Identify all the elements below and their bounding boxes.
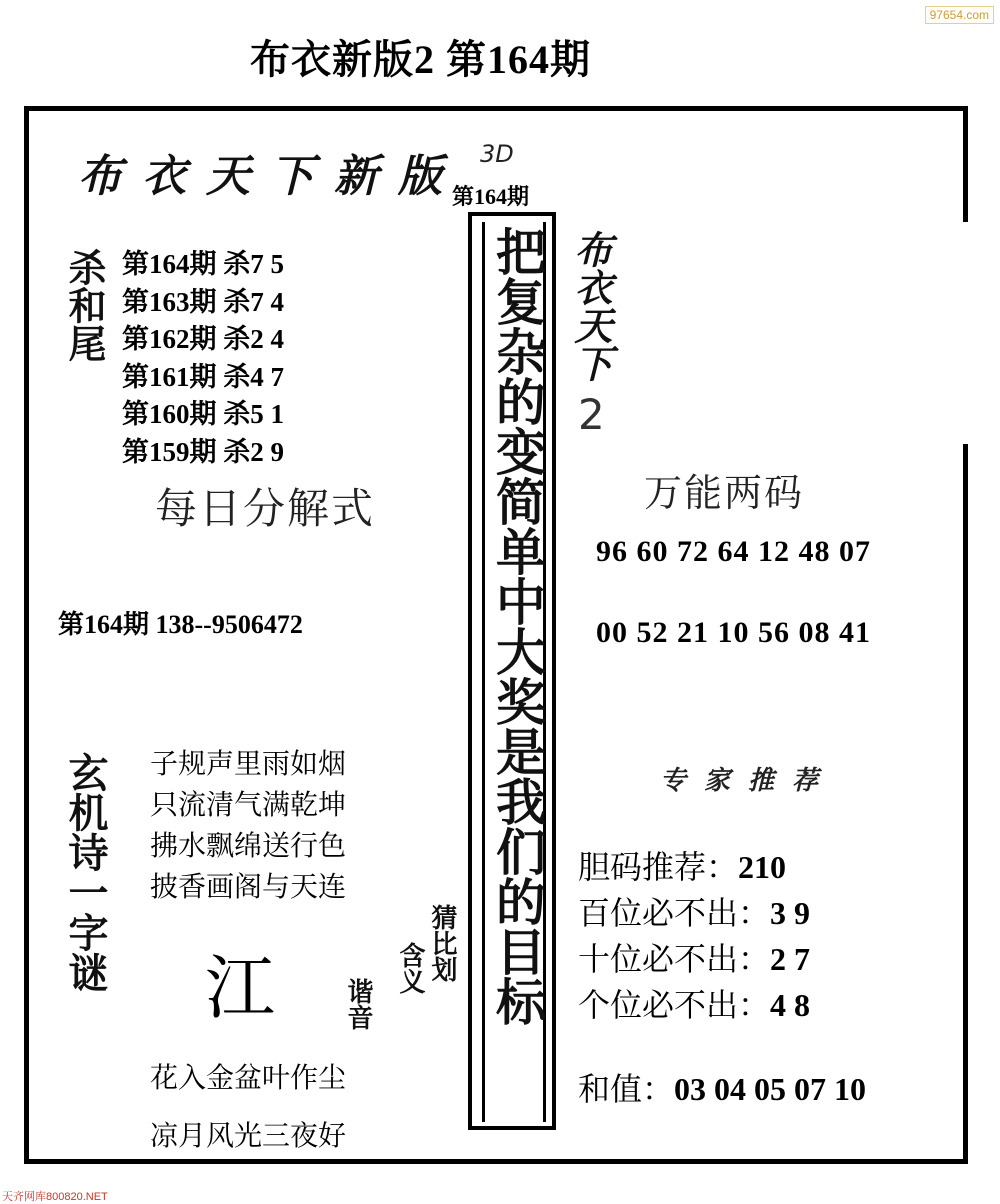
riddle-answer: 江 — [205, 947, 275, 1029]
poem-line: 披香画阁与天连 — [150, 870, 347, 903]
tag-3d: 3D — [480, 140, 514, 168]
poem-line-5: 花入金盆叶作尘 — [150, 1061, 347, 1094]
center-slogan: 把复杂的变简单中大奖是我们的目标 — [488, 226, 547, 1026]
hint-meaning: 含义 — [395, 942, 425, 994]
dan-row — [578, 842, 786, 888]
he-row — [578, 1064, 866, 1110]
riddle-label: 玄机诗一字谜 — [62, 752, 109, 992]
page-title: 布衣新版2 第164期 — [250, 37, 591, 82]
kill-sum-list — [122, 246, 284, 471]
kill-sum-label: 杀和尾 — [62, 248, 107, 362]
shi-value: 2 7 — [770, 941, 811, 977]
wanneng-title: 万能两码 — [644, 471, 805, 515]
shi-label: 十位必不出： — [578, 940, 771, 978]
ge-label: 个位必不出： — [578, 986, 771, 1024]
site-watermark: 97654.com — [925, 6, 994, 24]
list-item: 第161期 杀4 7 — [122, 361, 284, 392]
poem-line-6: 凉月风光三夜好 — [150, 1119, 347, 1152]
issue-line: 第164期 138--9506472 — [58, 610, 303, 639]
poem-line: 子规声里雨如烟 — [150, 747, 347, 780]
ge-row — [578, 980, 810, 1026]
dan-label: 胆码推荐： — [578, 848, 739, 886]
hint-homophone: 谐音 — [343, 978, 373, 1030]
bai-row — [578, 888, 810, 934]
brush-title: 布衣天下新版 — [78, 151, 462, 202]
list-item: 第160期 杀5 1 — [122, 399, 284, 429]
wanneng-row-2: 00 52 21 10 56 08 41 — [596, 616, 871, 649]
bai-label: 百位必不出： — [578, 894, 771, 932]
list-item: 第163期 杀7 4 — [122, 286, 284, 317]
ge-value: 4 8 — [770, 987, 811, 1023]
daily-title: 每日分解式 — [155, 484, 376, 533]
poem-line: 只流清气满乾坤 — [150, 788, 347, 821]
wanneng-row-1: 96 60 72 64 12 48 07 — [596, 535, 871, 568]
he-label: 和值： — [578, 1070, 675, 1108]
expert-title: 专家推荐 — [660, 766, 837, 796]
issue-small: 第164期 — [452, 184, 530, 209]
list-item: 第159期 杀2 9 — [122, 436, 284, 467]
riddle-poem — [150, 743, 346, 907]
side-number: 2 — [578, 390, 605, 439]
bai-value: 3 9 — [770, 895, 811, 931]
list-item: 第164期 杀7 5 — [122, 249, 284, 279]
poem-line: 拂水飘绵送行色 — [150, 829, 347, 862]
shi-row — [578, 934, 810, 980]
hint-guess: 猜比划 — [427, 904, 457, 982]
list-item: 第162期 杀2 4 — [122, 324, 284, 354]
side-title: 布衣天下 — [568, 230, 613, 382]
footer-watermark: 天齐网库800820.NET — [2, 1191, 108, 1203]
he-value: 03 04 05 07 10 — [674, 1071, 867, 1107]
dan-value: 210 — [738, 849, 787, 885]
frame-gap — [963, 222, 973, 444]
